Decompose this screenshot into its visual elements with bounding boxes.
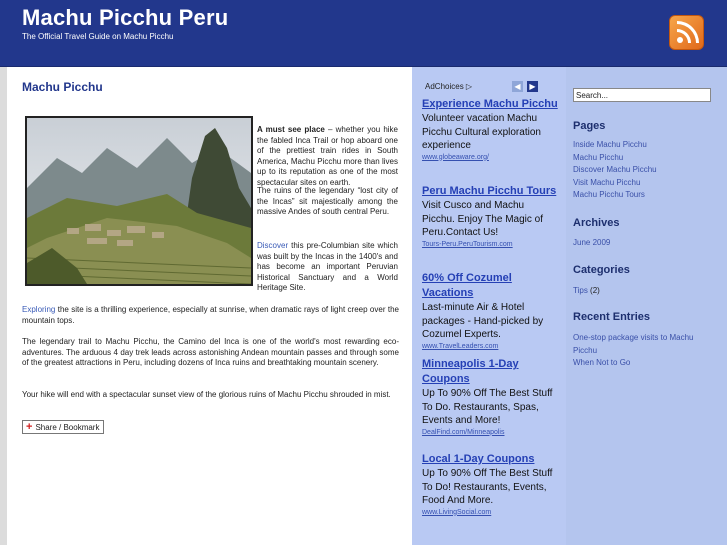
ads-column [412,67,566,545]
sidebar [566,67,727,545]
ad-next-arrow-icon[interactable]: ▶ [527,81,538,92]
ad-url[interactable]: www.TravelLeaders.com [422,342,499,350]
search-input[interactable] [573,88,711,102]
category-item-tips [573,285,713,298]
sidebar-item-inside-machu-picchu[interactable]: Inside Machu Picchu [573,140,647,149]
sidebar-item-machu-picchu[interactable]: Machu Picchu [573,152,624,162]
rss-feed-icon[interactable] [669,15,704,50]
ad-title[interactable]: Experience Machu Picchu [422,98,558,110]
plus-icon: + [26,421,33,433]
intro-bold: A must see place [257,125,325,134]
archives-heading: Archives [573,217,620,229]
ad-prev-arrow-icon[interactable]: ◀ [512,81,523,92]
machu-picchu-photo [25,116,253,286]
adchoices-label[interactable]: AdChoices ▷ [425,82,473,91]
pages-heading: Pages [573,120,606,132]
ad-title[interactable]: 60% Off Cozumel Vacations [422,272,512,299]
exploring-paragraph [22,305,399,326]
intro-text: – whether you hike the fabled Inca Trail or hop aboard one of the prettiest train rides in South America, Machu Picchu more than lives up to its reputation as one of the most spectacular sites on earth. [257,125,398,187]
recent-entries-heading: Recent Entries [573,311,651,323]
site-title[interactable]: Machu Picchu Peru [22,5,229,30]
site-tagline: The Official Travel Guide on Machu Picchu [22,32,174,41]
share-label: Share / Bookmark [35,422,100,432]
category-link-tips[interactable]: Tips [573,286,588,295]
ad-item [422,271,558,350]
ad-title[interactable]: Local 1-Day Coupons [422,453,535,465]
categories-heading: Categories [573,264,630,276]
ad-title[interactable]: Peru Machu Picchu Tours [422,185,557,197]
discover-paragraph [257,241,398,294]
discover-text: this pre-Columbian site which was built by the Incas in the 1400's and has become an important Peruvian Historical Sanctuary and a World Heritage Site. [257,241,398,292]
main-content [0,67,412,545]
recent-entries-list [573,332,713,370]
site-header [0,0,727,67]
trail-paragraph: The legendary trail to Machu Picchu, the Camino del Inca is one of the world's most rewarding eco-adventures. The arduous 4 day trek leads across astonishing Andean mountain passes and through some of the greatest attractions in Peru, including dozens of Inca ruins and breathtaking mountain scenery. [22,337,399,367]
discover-link[interactable]: Discover [257,241,289,250]
ad-description: Up To 90% Off The Best Stuff To Do! Restaurants, Events, Food And More. [422,468,553,506]
category-count: (2) [587,286,600,295]
exploring-link[interactable]: Exploring [22,305,56,314]
ad-url[interactable]: www.globeaware.org/ [422,153,489,161]
ad-item [422,184,558,248]
archive-item-june-2009[interactable]: June 2009 [573,238,611,247]
recent-entry-item[interactable]: One-stop package visits to Machu Picchu [573,333,694,355]
pages-list [573,139,713,202]
ad-title[interactable]: Minneapolis 1-Day Coupons [422,358,519,385]
ad-url[interactable]: www.LivingSocial.com [422,508,492,516]
exploring-text: the site is a thrilling experience, especially at sunrise, when dramatic rays of light creep over the mountain tops. [22,305,399,325]
ad-description: Last-minute Air & Hotel packages - Hand-picked by Cozumel Experts. [422,302,544,340]
ad-description: Visit Cusco and Machu Picchu. Enjoy The Magic of Peru.Contact Us! [422,200,543,238]
ad-description: Volunteer vacation Machu Picchu Cultural exploration experience [422,113,541,151]
recent-entry-item[interactable]: When Not to Go [573,358,631,367]
sunset-paragraph: Your hike will end with a spectacular sunset view of the glorious ruins of Machu Picchu shrouded in mist. [22,390,391,399]
intro-paragraph [257,125,398,188]
ad-item [422,97,558,161]
ad-url[interactable]: Tours-Peru.PeruTourism.com [422,240,513,248]
ad-url[interactable]: DealFind.com/Minneapolis [422,428,505,436]
post-title[interactable]: Machu Picchu [22,80,103,94]
share-bookmark-button[interactable] [22,420,104,434]
ad-item [422,357,558,436]
archives-list [573,237,713,250]
ad-item [422,452,558,516]
sidebar-item-discover-machu-picchu[interactable]: Discover Machu Picchu [573,165,657,174]
ruins-paragraph: The ruins of the legendary “lost city of the Incas” sit majestically among the massive Andes of south central Peru. [257,186,398,216]
categories-list [573,285,713,298]
ad-description: Up To 90% Off The Best Stuff To Do. Restaurants, Spas, Events and More! [422,388,553,426]
sidebar-item-machu-picchu-tours[interactable]: Machu Picchu Tours [573,190,645,199]
sidebar-item-visit-machu-picchu[interactable]: Visit Machu Picchu [573,177,641,187]
